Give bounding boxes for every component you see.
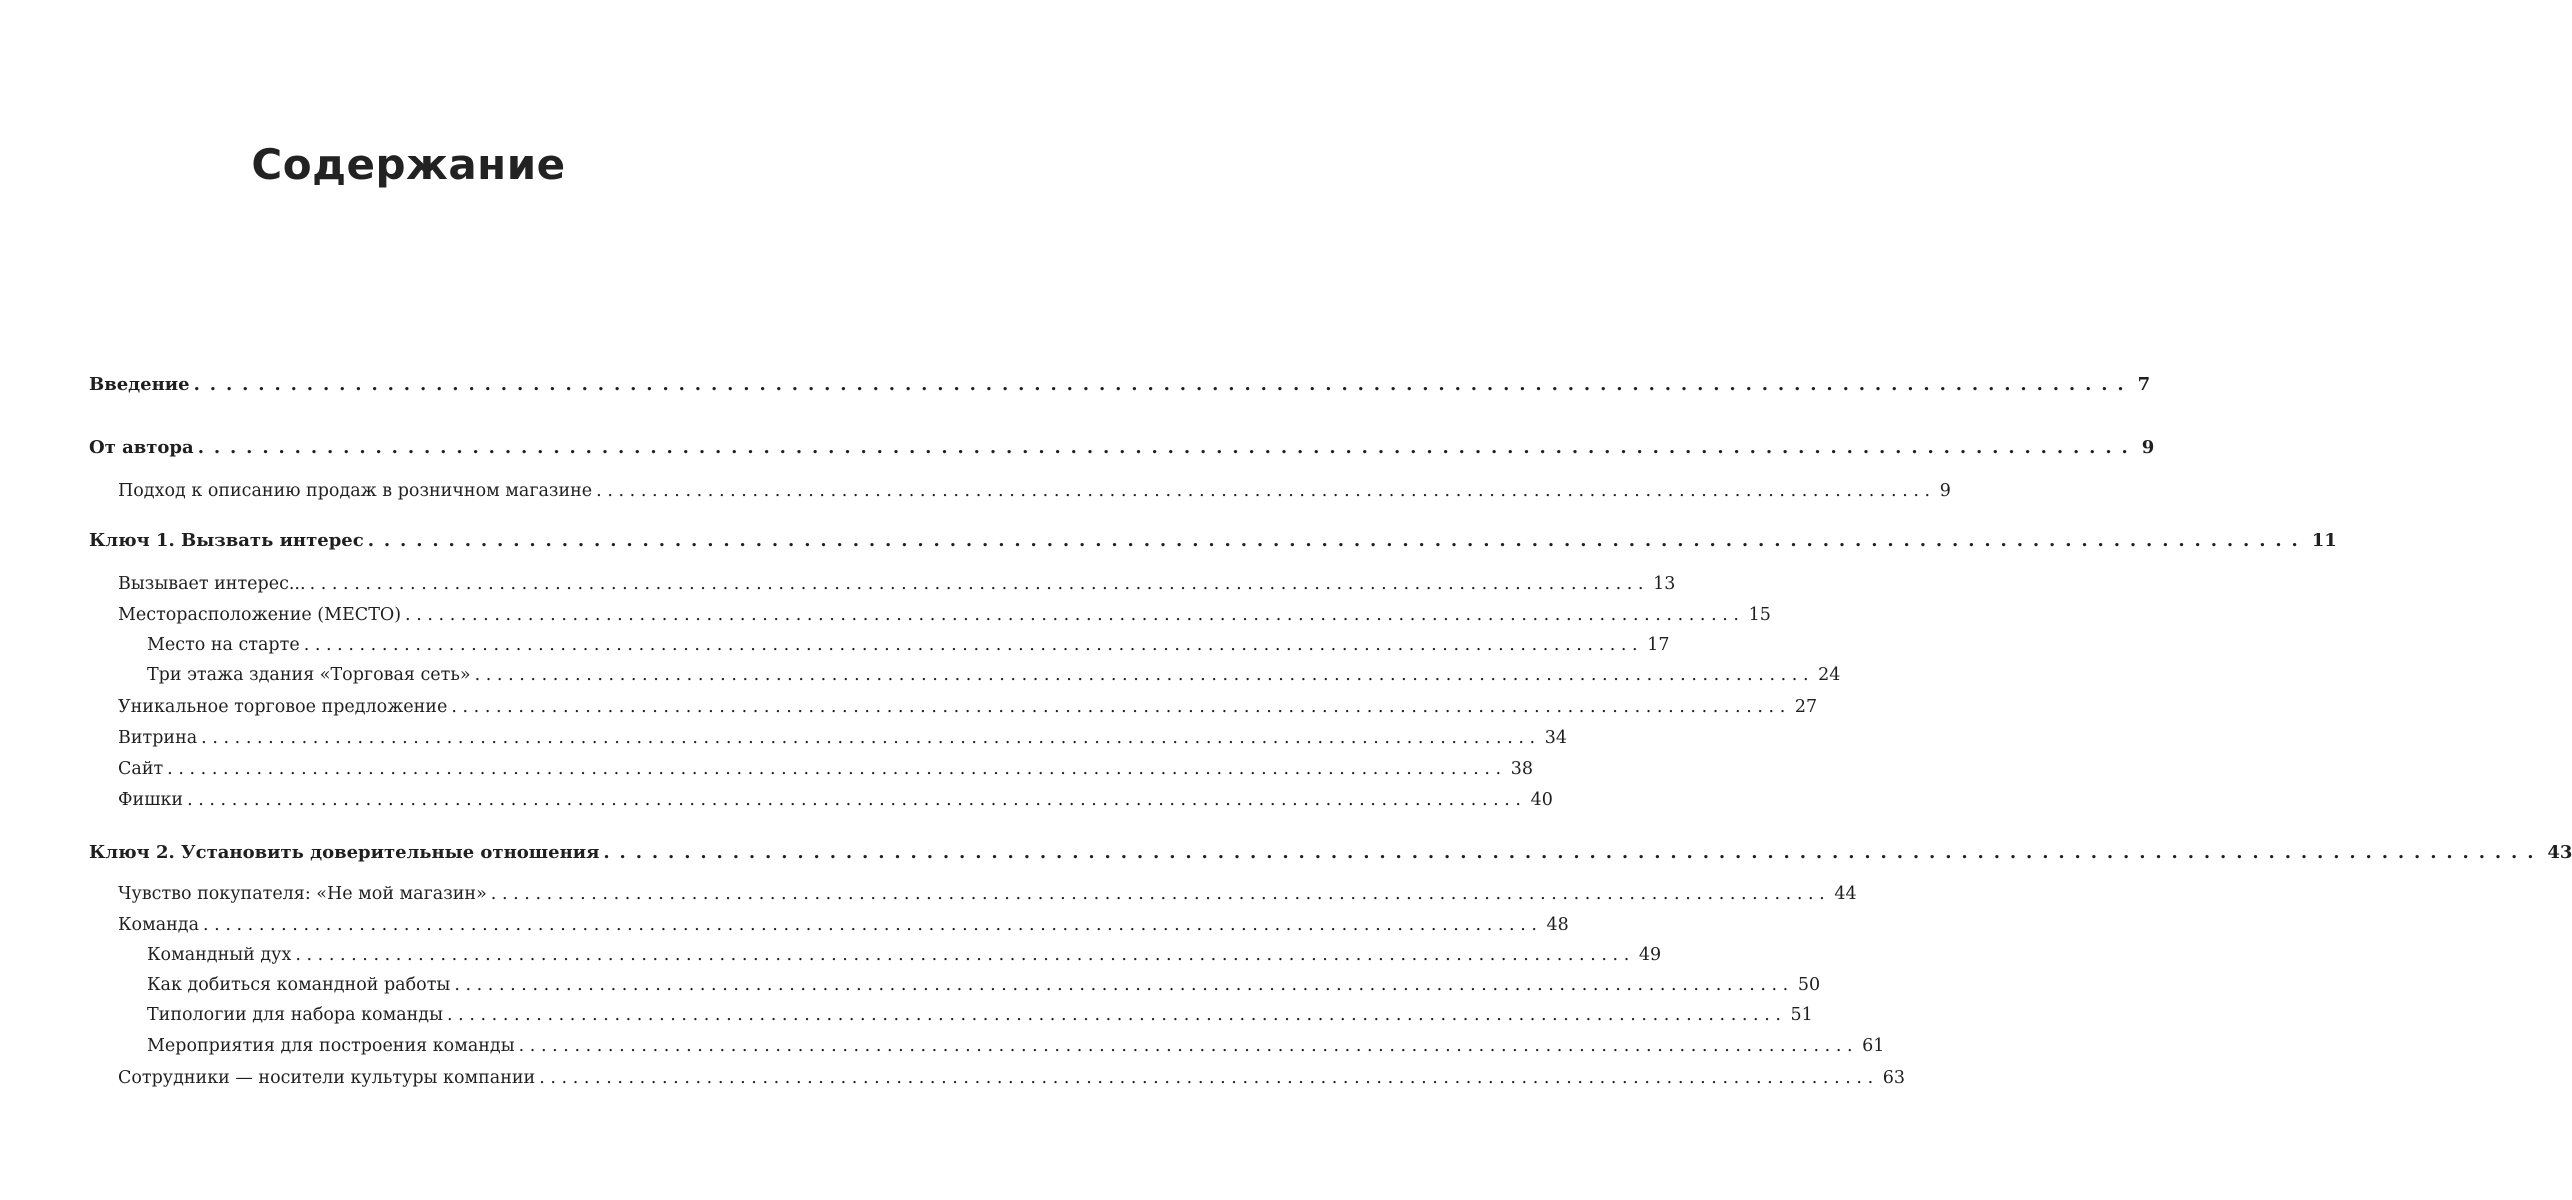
page-title: Содержание — [251, 140, 566, 189]
toc-entry-title: От автора — [89, 437, 194, 458]
toc-entry — [118, 602, 1771, 628]
toc-entry-title: Мероприятия для построения команды — [147, 1036, 515, 1056]
toc-entry — [89, 528, 2337, 554]
toc-entry-page: 17 — [1647, 635, 1670, 655]
toc-entry-title: Витрина — [118, 728, 198, 748]
dot-leader: ........................................................................................................................ — [451, 697, 1791, 717]
toc-entry-title: Место на старте — [147, 635, 300, 655]
toc-entry — [147, 1033, 1885, 1059]
dot-leader: ........................................................................................................................ — [201, 728, 1541, 748]
toc-entry-page: 38 — [1510, 759, 1533, 779]
toc-entry-page: 13 — [1653, 574, 1676, 594]
dot-leader: ........................................................................................................................ — [539, 1068, 1879, 1088]
toc-entry-page: 50 — [1797, 975, 1821, 995]
toc-entry-page: 9 — [2141, 437, 2155, 458]
toc-entry — [147, 632, 1670, 658]
toc-entry — [147, 662, 1841, 688]
toc-entry-page: 48 — [1546, 915, 1569, 935]
toc-entry-page: 43 — [2547, 842, 2572, 863]
dot-leader: ........................................................................................................................ — [474, 665, 1815, 685]
dot-leader: ........................................................................................................................ — [295, 945, 1635, 965]
dot-leader: ........................................................................................................................ — [303, 635, 1644, 655]
toc-entry-page: 40 — [1530, 790, 1553, 810]
toc-entry-title: Фишки — [118, 790, 184, 810]
toc-entry-page: 61 — [1862, 1036, 1885, 1056]
toc-entry — [118, 1065, 1906, 1091]
dot-leader: ........................................................................................................................ — [367, 530, 2308, 551]
toc-entry-page: 34 — [1544, 728, 1567, 748]
toc-entry-page: 63 — [1882, 1068, 1906, 1088]
toc-entry-title: Вызывает интерес... — [118, 574, 306, 594]
toc-entry-title: Сотрудники — носители культуры компании — [118, 1068, 536, 1088]
toc-entry — [118, 912, 1569, 938]
toc-entry-title: Командный дух — [147, 945, 292, 965]
toc-entry-title: Типологии для набора команды — [147, 1005, 443, 1025]
toc-entry-title: Введение — [89, 374, 190, 395]
toc-entry-page: 51 — [1790, 1005, 1813, 1025]
toc-entry-page: 49 — [1638, 945, 1662, 965]
toc-entry-page: 9 — [1939, 481, 1951, 501]
dot-leader: ........................................................................................................................ — [490, 884, 1831, 904]
toc-entry-title: Ключ 1. Вызвать интерес — [89, 530, 364, 551]
toc-entry — [118, 756, 1533, 782]
dot-leader: ........................................................................................................................ — [203, 915, 1543, 935]
toc-entry-page: 7 — [2137, 374, 2151, 395]
toc-entry-page: 44 — [1834, 884, 1857, 904]
toc-entry-title: Месторасположение (МЕСТО) — [118, 605, 402, 625]
toc-entry-title: Ключ 2. Установить доверительные отношения — [89, 842, 600, 863]
dot-leader: ........................................................................................................................ — [454, 975, 1794, 995]
toc-entry — [118, 571, 1676, 597]
toc-entry — [89, 435, 2155, 461]
toc-entry — [147, 972, 1821, 998]
dot-leader: ........................................................................................................................ — [309, 574, 1650, 594]
dot-leader: ........................................................................................................................ — [518, 1036, 1859, 1056]
toc-entry-title: Три этажа здания «Торговая сеть» — [147, 665, 471, 685]
toc-entry-title: Команда — [118, 915, 199, 935]
toc-entry — [118, 787, 1553, 813]
dot-leader: ........................................................................................................................ — [603, 842, 2544, 863]
dot-leader: ........................................................................................................................ — [447, 1005, 1787, 1025]
dot-leader: ........................................................................................................................ — [187, 790, 1527, 810]
toc-entry-title: Уникальное торговое предложение — [118, 697, 448, 717]
toc-entry — [118, 725, 1567, 751]
dot-leader: ........................................................................................................................ — [197, 437, 2138, 458]
toc-entry-page: 11 — [2311, 530, 2337, 551]
toc-entry-page: 27 — [1794, 697, 1818, 717]
dot-leader: ........................................................................................................................ — [405, 605, 1745, 625]
dot-leader: ........................................................................................................................ — [596, 481, 1936, 501]
toc-entry — [118, 881, 1857, 907]
toc-entry — [118, 694, 1818, 720]
toc-entry — [118, 478, 1951, 504]
toc-entry-title: Подход к описанию продаж в розничном магазине — [118, 481, 593, 501]
toc-entry — [89, 840, 2572, 866]
dot-leader: ........................................................................................................................ — [167, 759, 1507, 779]
toc-entry — [147, 942, 1662, 968]
toc-entry-title: Как добиться командной работы — [147, 975, 451, 995]
toc-entry-page: 15 — [1748, 605, 1771, 625]
toc-entry-title: Сайт — [118, 759, 164, 779]
toc-entry-title: Чувство покупателя: «Не мой магазин» — [118, 884, 487, 904]
toc-entry-page: 24 — [1818, 665, 1841, 685]
toc-entry — [89, 372, 2151, 398]
toc-entry — [147, 1002, 1813, 1028]
dot-leader: ........................................................................................................................ — [193, 374, 2134, 395]
